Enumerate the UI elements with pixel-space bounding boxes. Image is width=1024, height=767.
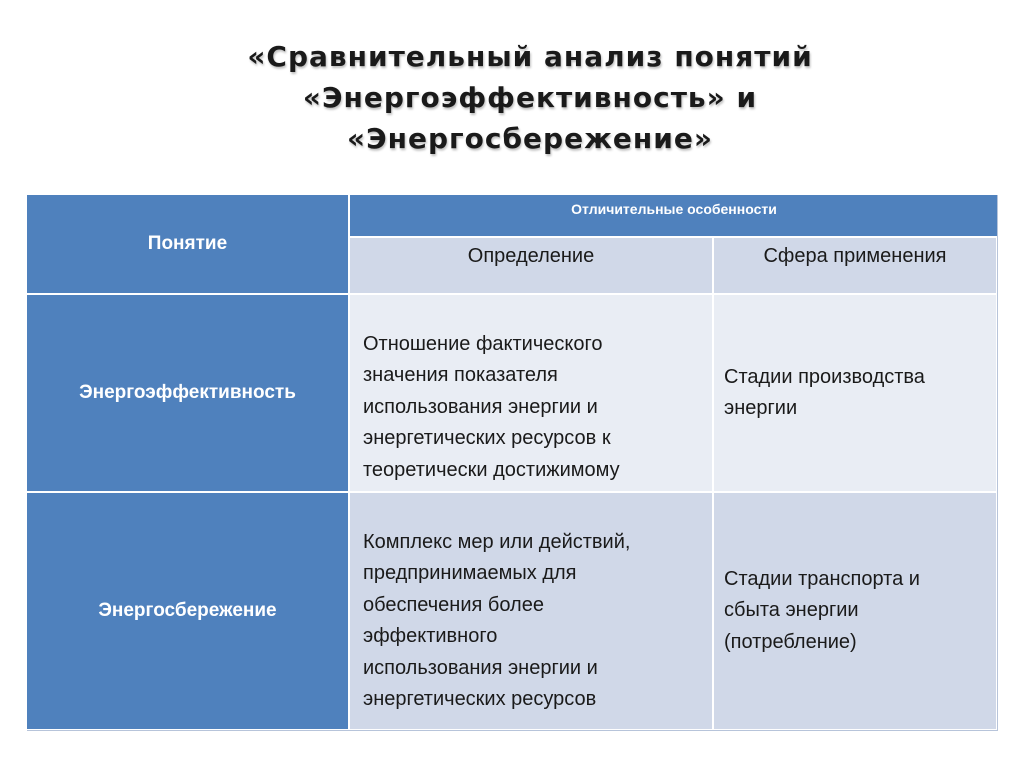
row-sphere-text: Стадии транспорта и сбыта энергии (потребление) bbox=[724, 567, 920, 653]
column-header-sphere bbox=[714, 238, 998, 295]
row-definition-cell bbox=[350, 295, 714, 493]
comparison-table bbox=[27, 195, 998, 731]
row-concept-cell bbox=[27, 295, 350, 493]
title-line-2: «Энергоэффективность» и bbox=[302, 81, 758, 114]
row-sphere-text: Стадии производства энергии bbox=[724, 365, 925, 419]
group-header-cell bbox=[350, 195, 998, 238]
row-concept-label: Энергосбережение bbox=[98, 600, 277, 621]
slide-title bbox=[100, 36, 960, 159]
title-line-1: «Сравнительный анализ понятий bbox=[247, 40, 813, 73]
row-concept-label: Энергоэффективность bbox=[79, 382, 296, 403]
column-header-definition bbox=[350, 238, 714, 295]
column-header-sphere-label: Сфера применения bbox=[763, 245, 947, 267]
column-header-definition-label: Определение bbox=[467, 245, 595, 267]
row-definition-text: Комплекс мер или действий, предпринимаемых для обеспечения более эффективного использования энергии и энергетических ресурсов bbox=[363, 530, 631, 710]
concept-header: Понятие bbox=[147, 233, 228, 254]
row-concept-cell bbox=[27, 493, 350, 731]
title-line-3: «Энергосбережение» bbox=[347, 122, 713, 155]
row-sphere-cell bbox=[714, 493, 998, 731]
concept-header-cell bbox=[27, 195, 350, 295]
row-definition-text: Отношение фактического значения показателя использования энергии и энергетических ресурсов к теоретически достижимому bbox=[363, 332, 620, 481]
row-definition-cell bbox=[350, 493, 714, 731]
group-header: Отличительные особенности bbox=[571, 201, 777, 217]
row-sphere-cell bbox=[714, 295, 998, 493]
